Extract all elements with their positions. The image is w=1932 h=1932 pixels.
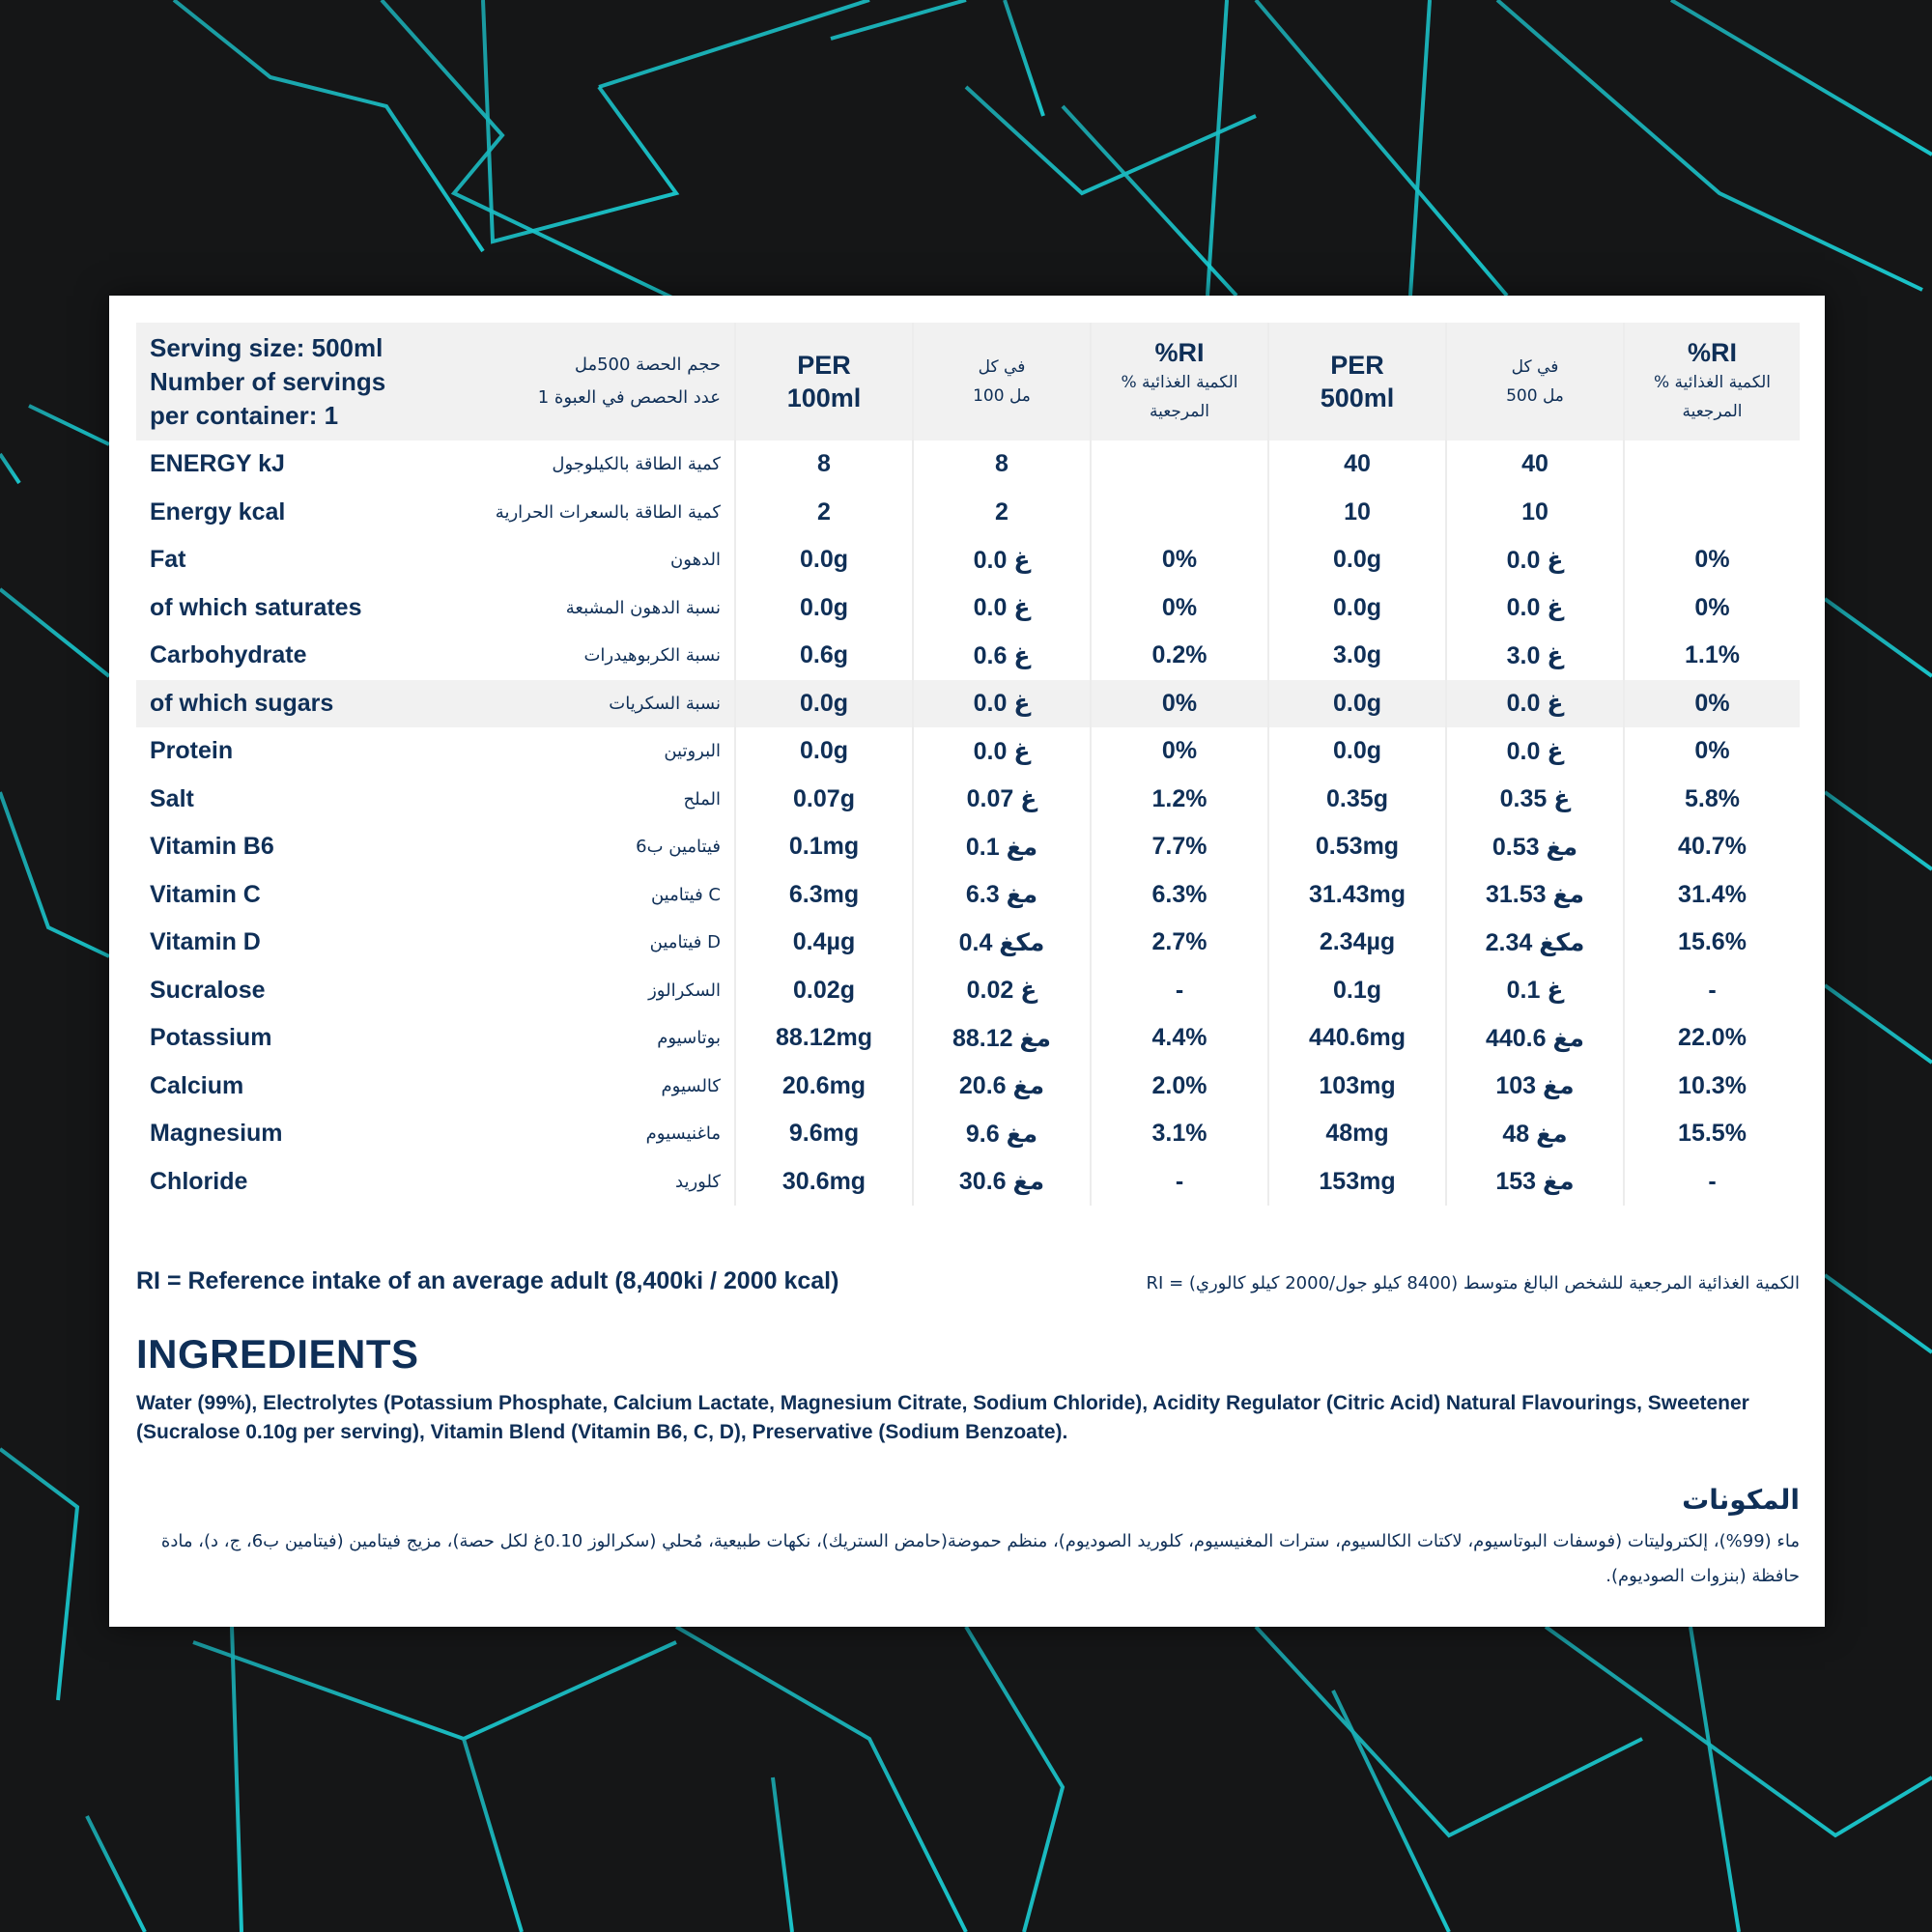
ri-per100: 0% [1091,584,1268,633]
value-per500-ar: 103 مغ [1446,1063,1624,1111]
value-per100: 0.0g [735,584,913,633]
table-row [136,489,1800,537]
nutrient-name-ar: فيتامين C [650,884,721,905]
ri-per500: 22.0% [1624,1014,1800,1063]
value-per500: 40 [1268,440,1446,489]
nutrient-name: of which saturates [150,593,362,621]
value-per100-ar: 0.0 غ [913,680,1091,728]
per100-l2: 100ml [786,384,862,412]
table-row [136,440,1800,489]
ri-per100: - [1091,967,1268,1015]
value-per500-ar: 0.53 مغ [1446,823,1624,871]
value-per100-ar: 9.6 مغ [913,1110,1091,1158]
value-per100-ar: 0.6 غ [913,632,1091,680]
value-per100-ar: 6.3 مغ [913,871,1091,920]
value-per100: 0.0g [735,727,913,776]
ri-note-ar: RI = الكمية الغذائية المرجعية للشخص البالغ متوسط (8400 كيلو جول/2000 كيلو كالوري) [1146,1273,1800,1293]
value-per100-ar: 0.07 غ [913,776,1091,824]
ri-per100: 2.7% [1091,919,1268,967]
serving-info-ar [329,323,735,440]
table-row [136,1063,1800,1111]
nutrient-name-ar: كمية الطاقة بالكيلوجول [552,454,721,475]
value-per500-ar: 0.1 غ [1446,967,1624,1015]
value-per100: 30.6mg [735,1158,913,1207]
value-per100: 0.1mg [735,823,913,871]
value-per100: 9.6mg [735,1110,913,1158]
value-per100-ar: 0.0 غ [913,536,1091,584]
table-row [136,584,1800,633]
value-per100-ar: 0.1 مغ [913,823,1091,871]
value-per100: 0.0g [735,536,913,584]
per100-ar-header [913,323,1091,440]
ri-per100: 0% [1091,727,1268,776]
serving-info [136,323,386,440]
nutrient-name-ar: السكرالوز [648,980,721,1001]
per100-ar1: في كل [978,357,1026,377]
ingredients-text: Water (99%), Electrolytes (Potassium Phosphate, Calcium Lactate, Magnesium Citrate, Sodium Chloride), Acidity Regulator (Citric Acid) Natural Flavourings, Sweetener (Sucralose 0.10g per serving), Vitamin Blend (Vitamin B6, C, D), Preservative (Sodium Benzoate). [136,1392,1749,1443]
table-row [136,632,1800,680]
ri-per100 [1091,489,1268,537]
value-per100-ar: 30.6 مغ [913,1158,1091,1207]
nutrient-name-ar: الدهون [670,550,721,571]
value-per100: 0.07g [735,776,913,824]
table-row [136,823,1800,871]
per500-header [1268,323,1446,440]
ingredients-title-ar: المكونات [1682,1484,1800,1516]
nutrient-name-ar: نسبة الدهون المشبعة [565,597,721,618]
nutrient-name-ar: بوتاسيوم [657,1028,721,1049]
value-per500-ar: 10 [1446,489,1624,537]
nutrient-name-ar: كمية الطاقة بالسعرات الحرارية [495,501,721,523]
per500-l1: PER [1330,351,1384,380]
value-per500-ar: 0.0 غ [1446,584,1624,633]
ri-per100: 7.7% [1091,823,1268,871]
ri-per100: 0.2% [1091,632,1268,680]
ri-per500: 15.5% [1624,1110,1800,1158]
value-per100-ar: 2 [913,489,1091,537]
value-per100: 20.6mg [735,1063,913,1111]
value-per500-ar: 2.34 مكغ [1446,919,1624,967]
nutrient-name: Vitamin B6 [150,833,274,861]
value-per100: 8 [735,440,913,489]
ri-per100: 3.1% [1091,1110,1268,1158]
table-row [136,536,1800,584]
value-per500-ar: 3.0 غ [1446,632,1624,680]
serving-ar1: حجم الحصة 500مل [574,355,721,375]
value-per500: 0.53mg [1268,823,1446,871]
value-per100-ar: 0.0 غ [913,727,1091,776]
per100-l1: PER [797,351,851,380]
value-per500: 103mg [1268,1063,1446,1111]
nutrition-label-card [109,296,1825,1627]
per500-ar2: 500 مل [1506,386,1564,406]
value-per500: 48mg [1268,1110,1446,1158]
serving-ar2: عدد الحصص في العبوة 1 [537,387,721,408]
ri500-title: %RI [1687,338,1737,367]
value-per100: 0.4µg [735,919,913,967]
ri100-title: %RI [1154,338,1205,367]
table-row [136,1014,1800,1063]
value-per500: 10 [1268,489,1446,537]
ri-per500: 1.1% [1624,632,1800,680]
value-per500: 3.0g [1268,632,1446,680]
ri-per100: 0% [1091,536,1268,584]
table-header-row [136,323,1800,440]
table-row [136,1158,1800,1207]
ri100-header [1091,323,1268,440]
ingredients-title: INGREDIENTS [136,1331,419,1377]
value-per100-ar: 8 [913,440,1091,489]
value-per100: 2 [735,489,913,537]
ingredients-text-ar: ماء (99%)، إلكتروليتات (فوسفات البوتاسيوم، لاكتات الكالسيوم، سترات المغنيسيوم، كلوريد الصوديوم)، منظم حموضة(حامض الستريك)، نكهات طبيعية، مُحلي (سكرالوز 0.10غ لكل حصة)، مزيج فيتامين (فيتامين ب6، ج، د)، مادة حافظة (بنزوات الصوديوم). [160,1531,1800,1586]
ri-per100: 4.4% [1091,1014,1268,1063]
value-per100-ar: 0.4 مكغ [913,919,1091,967]
nutrient-name: ENERGY kJ [150,450,285,478]
nutrient-name: of which sugars [150,689,334,717]
nutrient-name-ar: فيتامين D [649,932,721,953]
value-per100: 0.6g [735,632,913,680]
nutrient-name-ar: فيتامين ب6 [636,837,721,858]
value-per500-ar: 31.53 مغ [1446,871,1624,920]
value-per500-ar: 153 مغ [1446,1158,1624,1207]
nutrient-name: Sucralose [150,976,266,1004]
value-per500: 2.34µg [1268,919,1446,967]
nutrient-name-ar: كالسيوم [661,1075,721,1096]
value-per500: 153mg [1268,1158,1446,1207]
value-per100-ar: 0.0 غ [913,584,1091,633]
ri-per500: 10.3% [1624,1063,1800,1111]
per500-ar-header [1446,323,1624,440]
table-row [136,1110,1800,1158]
ri100-ar1: % الكمية الغذائية [1121,373,1238,392]
ri-per500: 5.8% [1624,776,1800,824]
ri-per100: 0% [1091,680,1268,728]
table-row [136,776,1800,824]
table-row [136,727,1800,776]
ri500-ar2: المرجعية [1682,402,1743,421]
value-per100: 0.02g [735,967,913,1015]
value-per500: 0.0g [1268,680,1446,728]
value-per100: 0.0g [735,680,913,728]
value-per100: 6.3mg [735,871,913,920]
nutrient-name: Magnesium [150,1120,283,1148]
ri-per500: 40.7% [1624,823,1800,871]
value-per500-ar: 40 [1446,440,1624,489]
nutrient-name: Energy kcal [150,497,286,526]
value-per500: 440.6mg [1268,1014,1446,1063]
nutrient-name: Potassium [150,1024,272,1052]
per100-ar2: 100 مل [973,386,1031,406]
nutrient-name-ar: كلوريد [675,1171,721,1192]
nutrient-name: Salt [150,784,194,812]
nutrient-name: Chloride [150,1167,248,1195]
nutrient-name: Protein [150,737,234,765]
table-row [136,680,1800,728]
per100-header [735,323,913,440]
value-per500-ar: 48 مغ [1446,1110,1624,1158]
ri-per500: 31.4% [1624,871,1800,920]
nutrient-name-ar: نسبة السكريات [609,693,721,714]
value-per500-ar: 440.6 مغ [1446,1014,1624,1063]
servings-line1: Number of servings [150,366,386,396]
ri-per500: 0% [1624,536,1800,584]
value-per500: 31.43mg [1268,871,1446,920]
nutrient-name-ar: ماغنيسيوم [645,1123,721,1145]
nutrient-name: Vitamin C [150,880,261,908]
ri-per500: - [1624,967,1800,1015]
value-per100: 88.12mg [735,1014,913,1063]
value-per500: 0.0g [1268,584,1446,633]
ri500-header [1624,323,1800,440]
ri-per500: 15.6% [1624,919,1800,967]
value-per500: 0.1g [1268,967,1446,1015]
ri-per500: 0% [1624,584,1800,633]
per500-l2: 500ml [1320,384,1395,412]
value-per100-ar: 88.12 مغ [913,1014,1091,1063]
nutrient-name-ar: البروتين [664,741,721,762]
nutrient-name-ar: نسبة الكربوهيدرات [583,645,721,667]
value-per100-ar: 20.6 مغ [913,1063,1091,1111]
ri-per500: - [1624,1158,1800,1207]
table-row [136,967,1800,1015]
ri-per100: 6.3% [1091,871,1268,920]
nutrient-name: Fat [150,546,186,574]
ri100-ar2: المرجعية [1149,402,1210,421]
nutrient-name: Vitamin D [150,928,261,956]
per500-ar1: في كل [1511,357,1559,377]
ri-per500: 0% [1624,680,1800,728]
ri-per100: 1.2% [1091,776,1268,824]
value-per500-ar: 0.0 غ [1446,680,1624,728]
ri-per100: 2.0% [1091,1063,1268,1111]
nutrition-table-wrap [136,323,1800,1206]
serving-size: Serving size: 500ml [150,332,384,362]
value-per500-ar: 0.0 غ [1446,536,1624,584]
ri-per500 [1624,440,1800,489]
ri-per100 [1091,440,1268,489]
value-per500: 0.0g [1268,536,1446,584]
value-per500-ar: 0.0 غ [1446,727,1624,776]
value-per500: 0.0g [1268,727,1446,776]
value-per500: 0.35g [1268,776,1446,824]
table-row [136,871,1800,920]
nutrition-table [136,323,1800,1206]
ri500-ar1: % الكمية الغذائية [1653,373,1772,392]
ri-per100: - [1091,1158,1268,1207]
ri-note [136,1267,1800,1306]
ri-per500: 0% [1624,727,1800,776]
nutrient-name-ar: الملح [683,788,721,810]
value-per100-ar: 0.02 غ [913,967,1091,1015]
nutrient-name: Carbohydrate [150,641,307,669]
table-row [136,919,1800,967]
nutrient-name: Calcium [150,1071,244,1099]
ri-note-en: RI = Reference intake of an average adult (8,400ki / 2000 kcal) [136,1267,839,1294]
value-per500-ar: 0.35 غ [1446,776,1624,824]
ri-per500 [1624,489,1800,537]
servings-line2: per container: 1 [150,400,339,430]
